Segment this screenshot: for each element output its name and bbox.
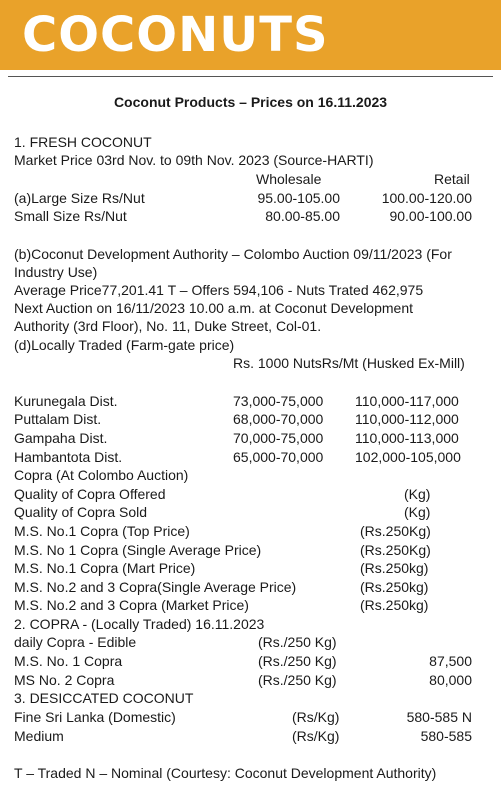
- copra-local-unit: (Rs./250 Kg): [258, 634, 337, 650]
- copra-row-unit: (Rs.250kg): [360, 560, 429, 576]
- district-name: Kurunegala Dist.: [14, 393, 118, 409]
- copra-local-label: daily Copra - Edible: [14, 634, 137, 650]
- footer-note: T – Traded N – Nominal (Courtesy: Coconut Development Authority): [14, 765, 437, 781]
- copra-local-label: M.S. No. 1 Copra: [14, 653, 123, 669]
- copra-local-heading: 2. COPRA - (Locally Traded) 16.11.2023: [14, 616, 265, 632]
- district-mt-price: 110,000-112,000: [355, 411, 459, 427]
- copra-local-value: 80,000: [429, 672, 472, 688]
- price-row-retail: 100.00-120.00: [381, 190, 472, 206]
- copra-row-label: Quality of Copra Sold: [14, 504, 148, 520]
- price-row-wholesale: 95.00-105.00: [257, 190, 340, 206]
- cda-line: Industry Use): [14, 264, 98, 280]
- copra-auction-heading: Copra (At Colombo Auction): [14, 467, 189, 483]
- desiccated-value: 580-585: [420, 728, 472, 744]
- copra-row-label: M.S. No.2 and 3 Copra (Market Price): [14, 597, 249, 613]
- cda-line: Authority (3rd Floor), No. 11, Duke Street, Col-01.: [14, 318, 322, 334]
- units-header: Rs. 1000 NutsRs/Mt (Husked Ex-Mill): [233, 355, 465, 371]
- copra-row-unit: (Rs.250Kg): [360, 542, 431, 558]
- wholesale-header: Wholesale: [256, 171, 322, 187]
- market-price-line: Market Price 03rd Nov. to 09th Nov. 2023 (Source-HARTI): [14, 152, 374, 168]
- copra-row-unit: (Rs.250kg): [360, 579, 429, 595]
- district-mt-price: 110,000-117,000: [355, 393, 459, 409]
- district-mt-price: 102,000-105,000: [355, 449, 461, 465]
- district-nuts-price: 68,000-70,000: [233, 411, 324, 427]
- copra-row-unit: (Rs.250kg): [360, 597, 429, 613]
- desiccated-heading: 3. DESICCATED COCONUT: [14, 690, 194, 706]
- copra-row-label: Quality of Copra Offered: [14, 486, 166, 502]
- price-row-label: Small Size Rs/Nut: [14, 208, 127, 224]
- divider: [8, 76, 493, 77]
- district-nuts-price: 73,000-75,000: [233, 393, 324, 409]
- copra-local-unit: (Rs./250 Kg): [258, 653, 337, 669]
- title-banner: [0, 0, 501, 70]
- price-row-wholesale: 80.00-85.00: [265, 208, 340, 224]
- section-subtitle: Coconut Products – Prices on 16.11.2023: [113, 94, 388, 110]
- copra-row-label: M.S. No.1 Copra (Top Price): [14, 523, 190, 539]
- district-name: Puttalam Dist.: [14, 411, 102, 427]
- page-title: COCONUTS: [22, 7, 329, 63]
- cda-line: (b)Coconut Development Authority – Colombo Auction 09/11/2023 (For: [14, 246, 452, 262]
- copra-row-label: M.S. No.1 Copra (Mart Price): [14, 560, 196, 576]
- district-name: Gampaha Dist.: [14, 430, 108, 446]
- desiccated-unit: (Rs/Kg): [292, 709, 340, 725]
- copra-local-label: MS No. 2 Copra: [14, 672, 115, 688]
- district-mt-price: 110,000-113,000: [355, 430, 459, 446]
- district-nuts-price: 70,000-75,000: [233, 430, 324, 446]
- desiccated-value: 580-585 N: [406, 709, 472, 725]
- district-nuts-price: 65,000-70,000: [233, 449, 324, 465]
- cda-line: Average Price77,201.41 T – Offers 594,106 - Nuts Trated 462,975: [14, 282, 424, 298]
- desiccated-label: Medium: [14, 728, 64, 744]
- copra-row-unit: (Kg): [404, 486, 431, 502]
- cda-line: (d)Locally Traded (Farm-gate price): [14, 337, 235, 353]
- price-row-retail: 90.00-100.00: [389, 208, 472, 224]
- desiccated-label: Fine Sri Lanka (Domestic): [14, 709, 176, 725]
- copra-local-value: 87,500: [429, 653, 472, 669]
- price-row-label: (a)Large Size Rs/Nut: [14, 190, 145, 206]
- retail-header: Retail: [434, 171, 470, 187]
- fresh-coconut-heading: 1. FRESH COCONUT: [14, 134, 152, 150]
- copra-row-unit: (Kg): [404, 504, 431, 520]
- district-name: Hambantota Dist.: [14, 449, 123, 465]
- copra-row-label: M.S. No.2 and 3 Copra(Single Average Price): [14, 579, 297, 595]
- copra-row-unit: (Rs.250Kg): [360, 523, 431, 539]
- desiccated-unit: (Rs/Kg): [292, 728, 340, 744]
- copra-row-label: M.S. No 1 Copra (Single Average Price): [14, 542, 262, 558]
- copra-local-unit: (Rs./250 Kg): [258, 672, 337, 688]
- cda-line: Next Auction on 16/11/2023 10.00 a.m. at Coconut Development: [14, 300, 413, 316]
